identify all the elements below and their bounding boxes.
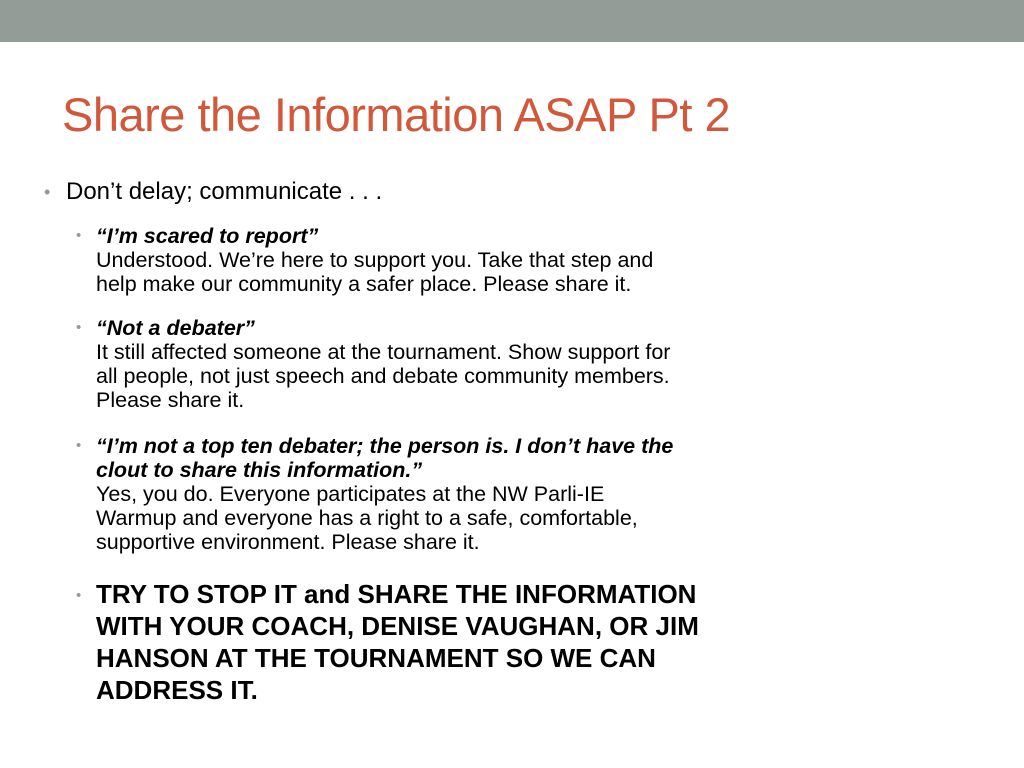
sub-bullet-quote: “I’m scared to report” [96,224,319,248]
sub-bullet-quote: “I’m not a top ten debater; the person is. I don’t have the clout to share this information.” [96,434,674,482]
main-bullet-text: Don’t delay; communicate . . . [66,178,383,205]
bullet-dot-icon: • [76,587,82,604]
sub-bullet-explanation: It still affected someone at the tournament. Show support for all people, not just speech and debate community members. Please share it. [96,340,671,412]
sub-bullet-quote: “Not a debater” [96,316,255,340]
sub-bullet-explanation: Yes, you do. Everyone participates at the NW Parli-IE Warmup and everyone has a right to a safe, comfortable, supportive environment. Please share it. [96,482,638,554]
bullet-dot-icon: • [76,227,82,244]
sub-bullet-explanation: Understood. We’re here to support you. Take that step and help make our community a safer place. Please share it. [96,248,654,296]
bullet-dot-icon: • [76,437,82,454]
call-to-action-text: TRY TO STOP IT and SHARE THE INFORMATION WITH YOUR COACH, DENISE VAUGHAN, OR JIM HANSON AT THE TOURNAMENT SO WE CAN ADDRESS IT. [96,579,699,705]
bullet-dot-icon: • [76,319,82,336]
slide-title: Share the Information ASAP Pt 2 [62,88,731,141]
bullet-dot-icon: • [44,182,51,202]
